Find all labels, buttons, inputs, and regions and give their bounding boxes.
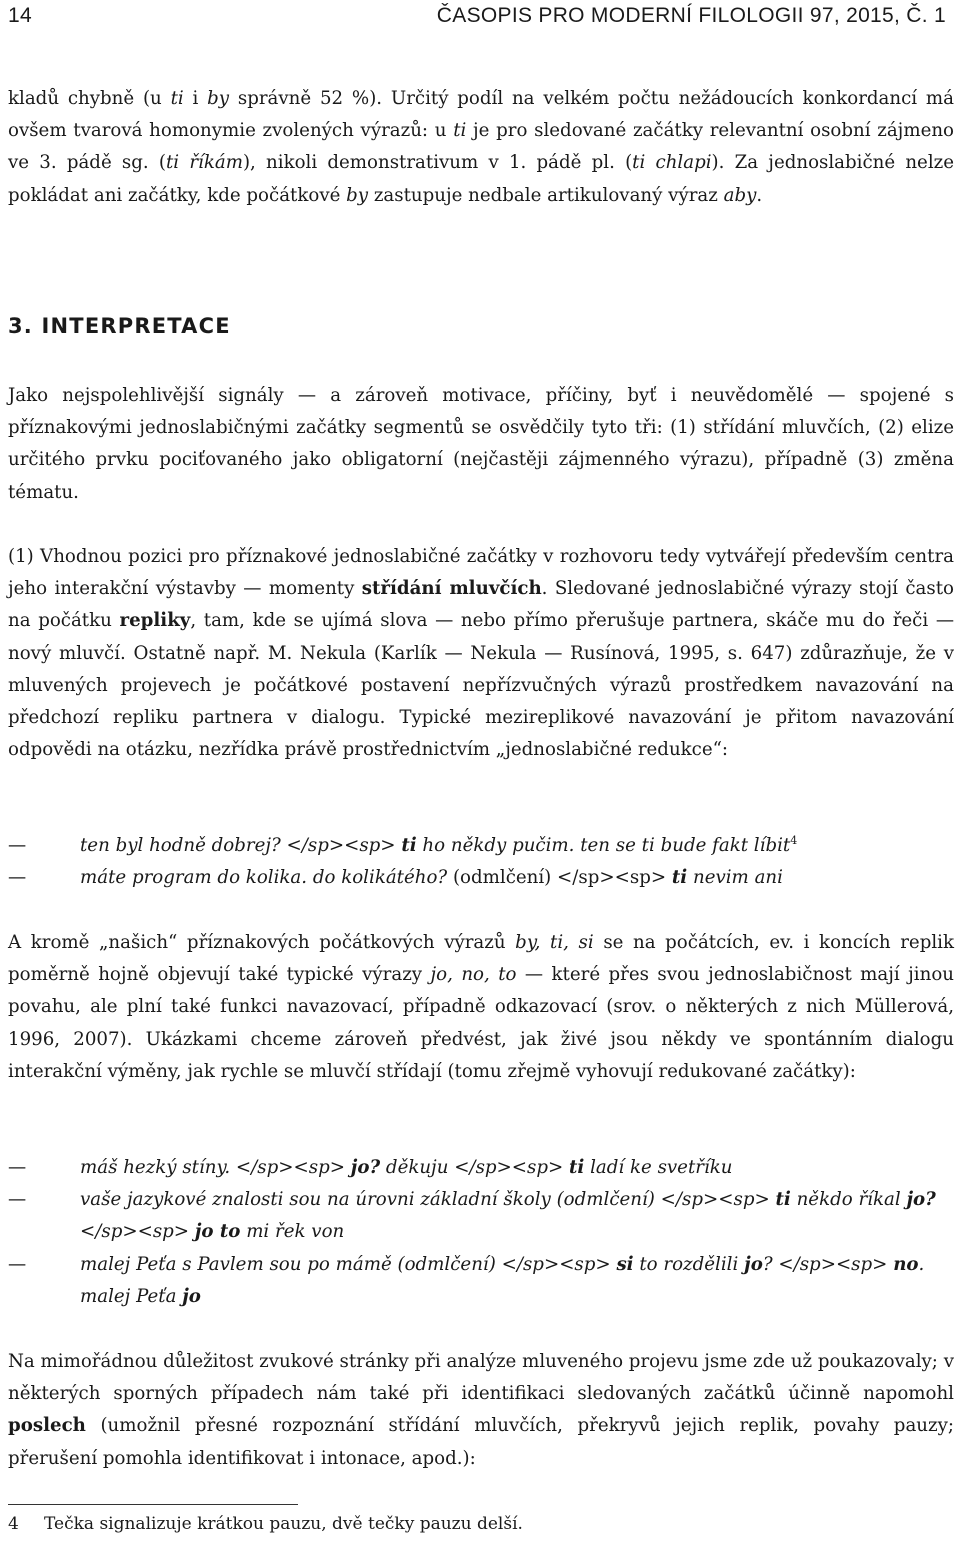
text-run: zastupuje nedbale artikulovaný výraz: [368, 184, 724, 206]
italic-term: ti: [453, 120, 467, 142]
example-run: ladí ke svetříku: [584, 1157, 733, 1178]
example-item: [8, 830, 958, 862]
bold-term: poslech: [8, 1415, 86, 1437]
example-run: ? </sp><sp>: [762, 1254, 894, 1275]
page-number: 14: [8, 4, 32, 27]
italic-term: ti chlapi: [632, 152, 712, 174]
example-run: někdo říkal: [790, 1189, 907, 1210]
example-run: nevim ani: [687, 867, 783, 888]
paragraph-typical-expressions: [8, 927, 954, 1088]
example-bold: ti: [569, 1157, 585, 1178]
example-item: [8, 1249, 958, 1313]
text-run: se na počátcích, ev. i koncích replik poměrně hojně objevují také typické výrazy: [8, 932, 954, 986]
paragraph-intro: [8, 83, 954, 212]
paragraph-listening: [8, 1346, 954, 1475]
italic-term: by, ti, si: [515, 932, 594, 953]
example-run: máš hezký stíny. </sp><sp>: [80, 1157, 351, 1178]
example-run: malej Peťa s Pavlem sou po mámě (odmlčení) </sp><sp>: [80, 1254, 617, 1275]
example-text: [80, 1184, 958, 1248]
example-bold: jo?: [350, 1157, 381, 1178]
text-run: (1) Vhodnou pozici pro příznakové jednoslabičné začátky v rozhovoru tedy vytvářejí především centra jeho interakční výstavby — momenty: [8, 546, 954, 600]
text-run: ). Za jednoslabičné nelze pokládat ani začátky, kde počátkové: [8, 152, 954, 206]
italic-term: by: [207, 88, 230, 109]
bold-term: repliky: [119, 610, 191, 632]
italic-term: jo, no, to: [430, 964, 517, 986]
example-text: [80, 862, 958, 894]
text-run: A kromě „našich“ příznakových počátkových výrazů: [8, 932, 516, 953]
example-run: vaše jazykové znalosti sou na úrovni základní školy (odmlčení) </sp><sp>: [80, 1189, 776, 1210]
example-bold: jo?: [906, 1189, 936, 1210]
italic-term: ti: [170, 88, 184, 109]
example-run: . malej Peťa: [80, 1254, 925, 1308]
example-bold: ti: [775, 1189, 791, 1210]
example-dash: —: [8, 867, 27, 888]
text-run: . Sledované jednoslabičné výrazy stojí často na počátku: [8, 578, 954, 632]
text-run: Na mimořádnou důležitost zvukové stránky při analýze mluveného projevu jsme zde už poukazovaly; v některých sporných případech nám také při identifikaci sledovaných začátků účinně napomohl: [8, 1351, 954, 1405]
example-dash: —: [8, 1157, 27, 1178]
example-text: [80, 1152, 958, 1184]
example-bold: si: [616, 1254, 634, 1275]
bold-term: střídání mluvčích: [361, 578, 542, 600]
example-run: ho někdy pučim. ten se ti bude fakt líbit: [416, 835, 791, 856]
footnote-ref: 4: [790, 833, 798, 847]
text-run: ), nikoli demonstrativum v 1. pádě pl. (: [242, 152, 633, 174]
example-dash: —: [8, 1254, 27, 1275]
paragraph-speaker-change: [8, 541, 954, 766]
footnote-number: 4: [8, 1514, 19, 1534]
example-run: mi řek von: [240, 1221, 345, 1243]
example-bold: ti: [671, 867, 688, 888]
example-run: to rozdělili: [633, 1254, 745, 1275]
text-run: .: [756, 184, 763, 206]
text-run: kladů chybně (u: [8, 88, 171, 109]
example-item: [8, 1184, 958, 1248]
text-run: (umožnil přesné rozpoznání střídání mluvčích, překryvů jejich replik, povahy pauzy; přerušení pomohla identifikovat i intonace, apod.):: [8, 1415, 954, 1469]
example-item: [8, 1152, 958, 1184]
example-run: ten byl hodně dobrej? </sp><sp>: [80, 835, 402, 856]
example-text: [80, 830, 958, 862]
text-run: , tam, kde se ujímá slova — nebo přímo přerušuje partnera, skáče mu do řeči — nový mluvčí. Ostatně např. M. Nekula (Karlík — Nekula — Rusínová, 1995, s. 647) zdůrazňuje, že v mluvených projevech je počátkové postavení nepřízvučných výrazů prostředkem navazování na předchozí repliku partnera v dialogu. Typické mezireplikové navazování je přitom navazování odpovědi na otázku, nezřídka právě prostřednictvím „jednoslabičné redukce“:: [8, 610, 955, 761]
footnote-text: Tečka signalizuje krátkou pauzu, dvě tečky pauzu delší.: [44, 1514, 523, 1534]
section-heading: 3. INTERPRETACE: [8, 314, 231, 338]
example-run: děkuju </sp><sp>: [380, 1157, 570, 1178]
italic-term: by: [346, 184, 369, 206]
example-bold: jo to: [194, 1221, 241, 1243]
running-header: [8, 4, 946, 38]
example-dash: —: [8, 1189, 27, 1210]
text-run: je pro sledované začátky relevantní osobní zájmeno ve 3. pádě sg. (: [8, 120, 954, 174]
italic-term: aby: [723, 184, 757, 206]
paragraph-signals: Jako nejspolehlivější signály — a zároveň motivace, příčiny, byť i neuvědomělé — spojené s příznakovými jednoslabičnými začátky segmentů se osvědčily tyto tři: (1) střídání mluvčích, (2) elize určitého prvku pociťovaného jako obligatorní (nejčastěji zájmenného výrazu), případně (3) změna tématu.: [8, 385, 954, 503]
example-text: [80, 1249, 958, 1313]
italic-term: ti říkám: [165, 152, 243, 174]
example-run: máte program do kolika. do kolikátého?: [80, 867, 453, 888]
example-bold: jo: [182, 1286, 201, 1308]
example-run: </sp><sp>: [80, 1221, 195, 1243]
example-run: (odmlčení) </sp><sp>: [452, 867, 672, 888]
footnote-divider: [8, 1504, 298, 1505]
example-item: [8, 862, 958, 894]
text-run: i: [183, 88, 208, 109]
example-bold: ti: [401, 835, 417, 856]
text-run: — které přes svou jednoslabičnost mají jinou povahu, ale plní také funkci navazovací, případně odkazovací (srov. o některých z nich Müllerová, 1996, 2007). Ukázkami chceme zároveň předvést, jak živé jsou někdy ve spontánním dialogu interakční výměny, jak rychle se mluvčí střídají (tomu zřejmě vyhovují redukované začátky):: [8, 964, 954, 1082]
text-run: správně 52 %). Určitý podíl na velkém počtu nežádoucích konkordancí má ovšem tvarová homonymie zvolených výrazů: u: [8, 88, 954, 142]
example-dash: —: [8, 835, 27, 856]
example-bold: jo: [744, 1254, 763, 1275]
journal-title: ČASOPIS PRO MODERNÍ FILOLOGII 97, 2015, Č. 1: [436, 4, 946, 27]
example-bold: no: [893, 1254, 919, 1275]
